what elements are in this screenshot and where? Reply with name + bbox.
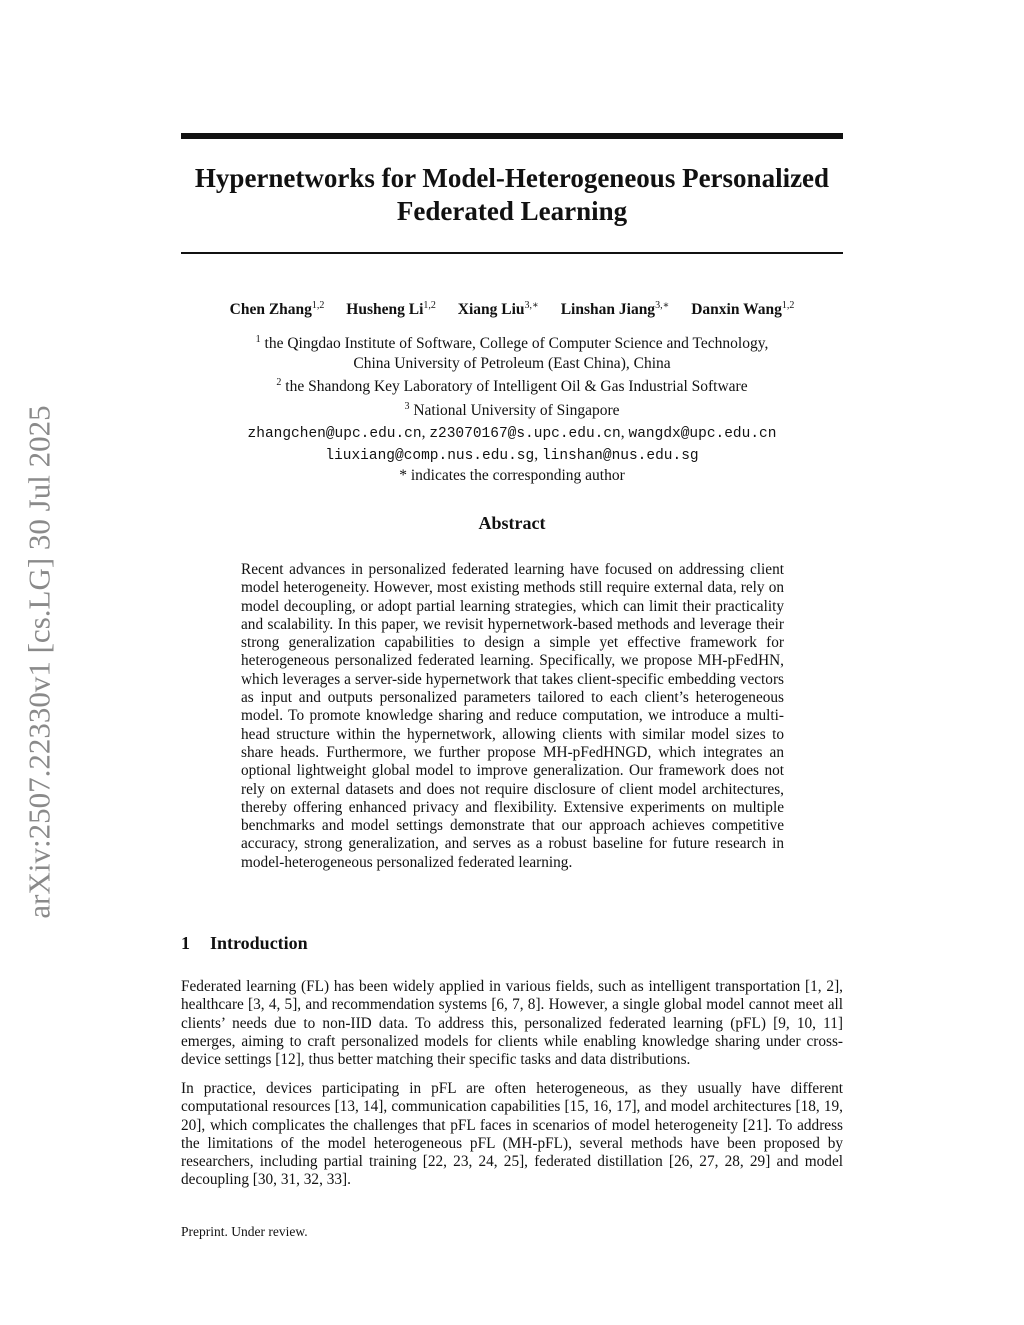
arxiv-stamp [16, 376, 64, 948]
preprint-footer: Preprint. Under review. [181, 1224, 308, 1239]
author: Husheng Li$^{1,2}$ [346, 300, 436, 319]
corresponding-note: * indicates the corresponding author [399, 467, 625, 485]
affiliation-3: $^3$ National University of Singapore [404, 400, 620, 419]
author-list [181, 300, 843, 319]
affiliations [181, 330, 843, 486]
section-number: 1 [181, 933, 190, 953]
section-heading-introduction [181, 933, 843, 954]
email-link[interactable]: zhangchen@upc.edu.cn [247, 426, 422, 443]
email-link[interactable]: z23070167@s.upc.edu.cn [429, 426, 621, 443]
title-rule-top [181, 133, 843, 139]
intro-paragraph-1: Federated learning (FL) has been widely applied in various fields, such as intelligent transportation [1, 2], healthcare [3, 4, 5], and recommendation systems [6, 7, 8]. However, a single global model cannot meet all clients’ needs due to non-IID data. To address this, personalized federated learning (pFL) [9, 10, 11] emerges, aiming to craft personalized models for clients while enabling knowledge sharing under cross-device settings [12], thus better matching their specific tasks and data distributions. [181, 978, 843, 1069]
affiliation-1: $^1$ the Qingdao Institute of Software, College of Computer Science and Technology, [255, 334, 769, 353]
paper-title: Hypernetworks for Model-Heterogeneous Personalized Federated Learning [194, 163, 830, 226]
email-link[interactable]: wangdx@upc.edu.cn [628, 426, 777, 443]
email-link[interactable]: linshan@nus.edu.sg [541, 447, 699, 464]
author: Danxin Wang$^{1,2}$ [691, 300, 795, 319]
email-line-1: zhangchen@upc.edu.cn, z23070167@s.upc.edu.cn, wangdx@upc.edu.cn [247, 424, 777, 443]
affiliation-1-cont: China University of Petroleum (East China), China [353, 354, 671, 372]
email-link[interactable]: liuxiang@comp.nus.edu.sg [325, 447, 535, 464]
author: Chen Zhang$^{1,2}$ [229, 300, 325, 319]
author: Xiang Liu$^{3,∗}$ [457, 300, 539, 319]
section-title: Introduction [210, 933, 308, 953]
abstract-heading: Abstract [478, 513, 546, 533]
abstract-text: Recent advances in personalized federated learning have focused on addressing client model heterogeneity. However, most existing methods still require external data, rely on model decoupling, or adopt partial learning strategies, which can limit their practicality and scalability. In this paper, we revisit hypernetwork-based methods and leverage their strong generalization capabilities to design a simple yet effective framework for heterogeneous personalized federated learning. Specifically, we propose MH-pFedHN, which leverages a server-side hypernetwork that takes client-specific embedding vectors as input and outputs personalized parameters tailored to each client’s heterogeneous model. To promote knowledge sharing and reduce computation, we introduce a multi-head structure within the hypernetwork, allowing clients with similar model sizes to share heads. Furthermore, we further propose MH-pFedHNGD, which integrates an optional lightweight global model to improve generalization. Our framework does not rely on external datasets and does not require disclosure of client model architectures, thereby offering enhanced privacy and flexibility. Extensive experiments on multiple benchmarks and model settings demonstrate that our approach achieves competitive accuracy, strong generalization, and serves as a robust baseline for future research in model-heterogeneous personalized federated learning. [241, 561, 784, 871]
author: Linshan Jiang$^{3,∗}$ [560, 300, 670, 319]
affiliation-2: $^2$ the Shandong Key Laboratory of Intelligent Oil & Gas Industrial Software [276, 377, 748, 396]
intro-paragraph-2: In practice, devices participating in pFL are often heterogeneous, as they usually have different computational resources [13, 14], communication capabilities [15, 16, 17], and model architectures [18, 19, 20], which complicates the challenges that pFL faces in scenarios of model heterogeneity [21]. To address the limitations of the model heterogeneous pFL (MH-pFL), several methods have been proposed by researchers, including partial training [22, 23, 24, 25], federated distillation [26, 27, 28, 29] and model decoupling [30, 31, 32, 33]. [181, 1080, 843, 1189]
email-line-2: liuxiang@comp.nus.edu.sg, linshan@nus.edu.sg [325, 445, 699, 464]
title-rule-bottom [181, 252, 843, 254]
arxiv-stamp-text: arXiv:2507.22330v1 [cs.LG] 30 Jul 2025 [22, 405, 58, 919]
